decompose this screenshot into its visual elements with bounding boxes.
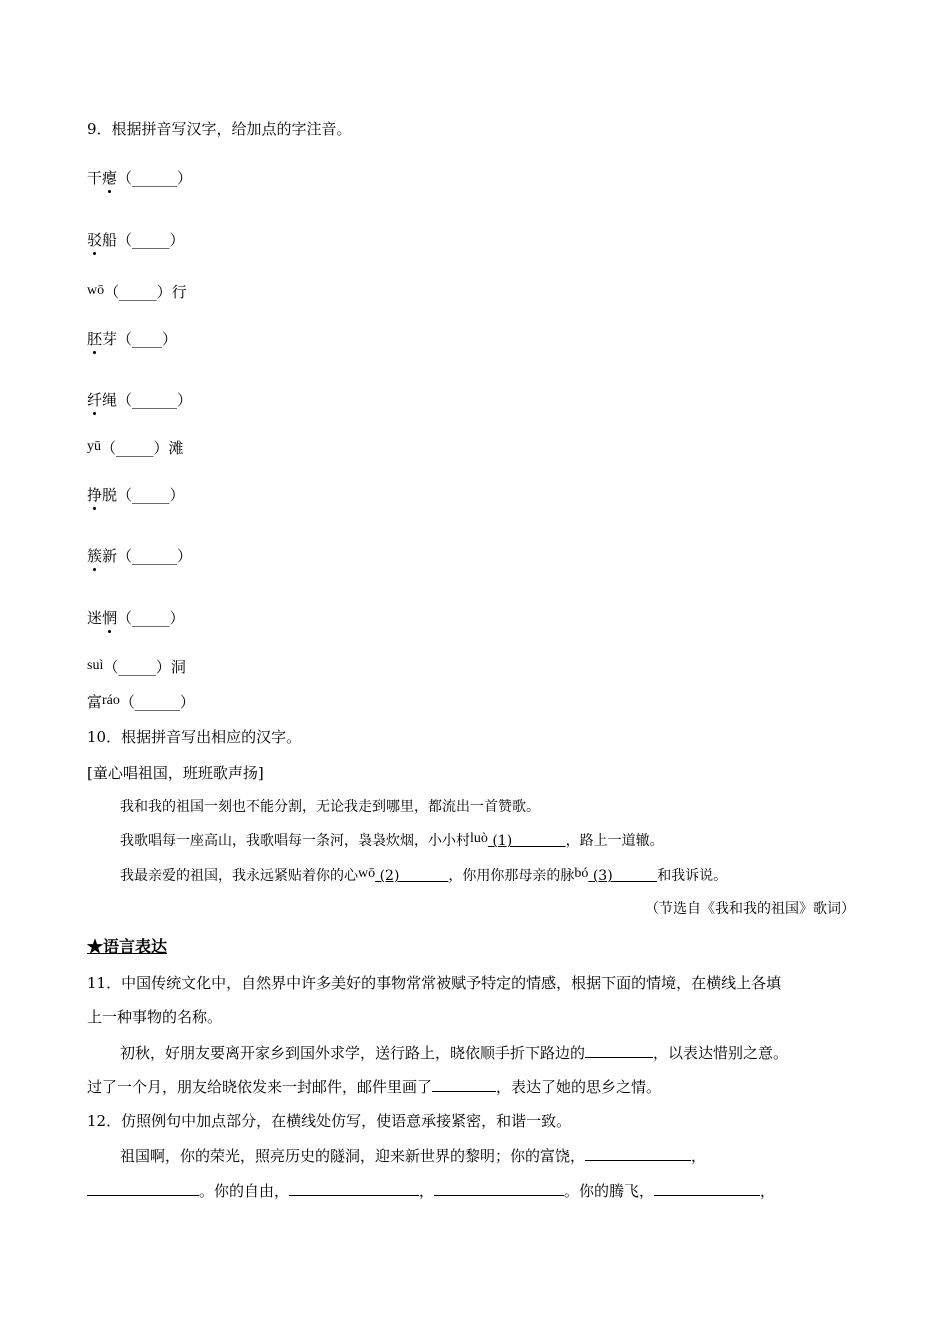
answer-blank[interactable]: （____） [117,330,178,348]
q9-item-8: 簇新（______） [87,547,193,565]
q11-line-1: 11．中国传统文化中，自然界中许多美好的事物常常被赋予特定的情感，根据下面的情境，在横线上各填 [87,974,782,992]
q9-item-2: 驳船（_____） [87,231,185,249]
pinyin: ráo [102,693,120,708]
q9-item-11: 富ráo（______） [87,693,195,711]
pinyin: luò [470,831,488,846]
pinyin: wō [358,866,376,881]
answer-blank[interactable] [654,1181,760,1196]
q12-line-3: 。你的自由， ， 。你的腾飞， ， [87,1181,775,1201]
answer-blank[interactable] [432,1077,496,1092]
answer-blank[interactable] [585,1043,653,1058]
q11-line-2: 上一种事物的名称。 [87,1008,223,1026]
q9-item-5: 纤绳（______） [87,391,193,409]
answer-blank[interactable]: （_____） [117,609,185,627]
answer-blank[interactable]: （_____） [103,658,171,676]
q9-item-9: 迷惘（_____） [87,609,185,627]
answer-blank[interactable]: （_____） [104,283,172,301]
answer-blank-1[interactable]: (1) [492,833,513,849]
answer-blank[interactable]: （______） [117,547,193,565]
answer-blank[interactable] [87,1181,199,1196]
q10-title: 10．根据拼音写出相应的汉字。 [87,728,302,746]
dotted-char: 惘 [102,609,118,627]
answer-blank[interactable] [434,1181,564,1196]
q12-line-2: 祖国啊，你的荣光，照亮历史的隧洞，迎来新世界的黎明；你的富饶， ， [120,1147,707,1165]
q10-line-3: 我最亲爱的祖国，我永远紧贴着你的心wō (2) ，你用你那母亲的脉bó (3) 和我诉说。 [120,866,728,884]
q9-title: 9．根据拼音写汉字，给加点的字注音。 [87,120,352,138]
pinyin: bó [574,866,589,881]
pinyin: suì [87,658,104,673]
q9-item-4: 胚芽（____） [87,330,178,348]
q10-source: （节选自《我和我的祖国》歌词） [645,901,855,917]
section-heading: ★语言表达 [87,937,168,956]
q12-line-1: 12．仿照例句中加点部分，在横线处仿写，使语意承接紧密，和谐一致。 [87,1112,572,1130]
q11-line-3: 初秋，好朋友要离开家乡到国外求学，送行路上，晓依顺手折下路边的 ，以表达惜别之意。 [120,1044,789,1062]
answer-blank[interactable]: （_____） [117,486,185,504]
answer-blank[interactable]: （_____） [117,231,185,249]
q10-line-2: 我歌唱每一座高山，我歌唱每一条河，袅袅炊烟，小小村luò (1) ，路上一道辙。 [120,831,664,849]
answer-blank[interactable]: （_____） [101,439,169,457]
answer-blank[interactable]: （______） [119,693,195,711]
q10-heading: [童心唱祖国，班班歌声扬] [87,764,264,782]
pinyin: yū [87,439,101,454]
q10-line-1: 我和我的祖国一刻也不能分割，无论我走到哪里，都流出一首赞歌。 [120,799,540,815]
answer-blank[interactable]: （______） [117,169,193,187]
pinyin: wō [87,283,105,298]
dotted-char: 挣 [87,486,103,504]
q9-item-6: yū（_____）滩 [87,439,184,457]
q11-line-4: 过了一个月，朋友给晓依发来一封邮件，邮件里画了 ，表达了她的思乡之情。 [87,1078,662,1096]
q9-item-3: wō（_____）行 [87,283,187,301]
q9-item-1: 干瘪（______） [87,169,193,187]
answer-blank[interactable]: （______） [117,391,193,409]
dotted-char: 驳 [87,231,103,249]
dotted-char: 纤 [87,391,103,409]
dotted-char: 胚 [87,330,103,348]
dotted-char: 瘪 [102,169,118,187]
answer-blank-2[interactable]: (2) [379,868,400,884]
answer-blank[interactable] [289,1181,419,1196]
dotted-char: 簇 [87,547,103,565]
q9-item-10: suì（_____）洞 [87,658,186,676]
q9-item-7: 挣脱（_____） [87,486,185,504]
answer-blank[interactable] [585,1146,691,1161]
answer-blank-3[interactable]: (3) [592,868,613,884]
